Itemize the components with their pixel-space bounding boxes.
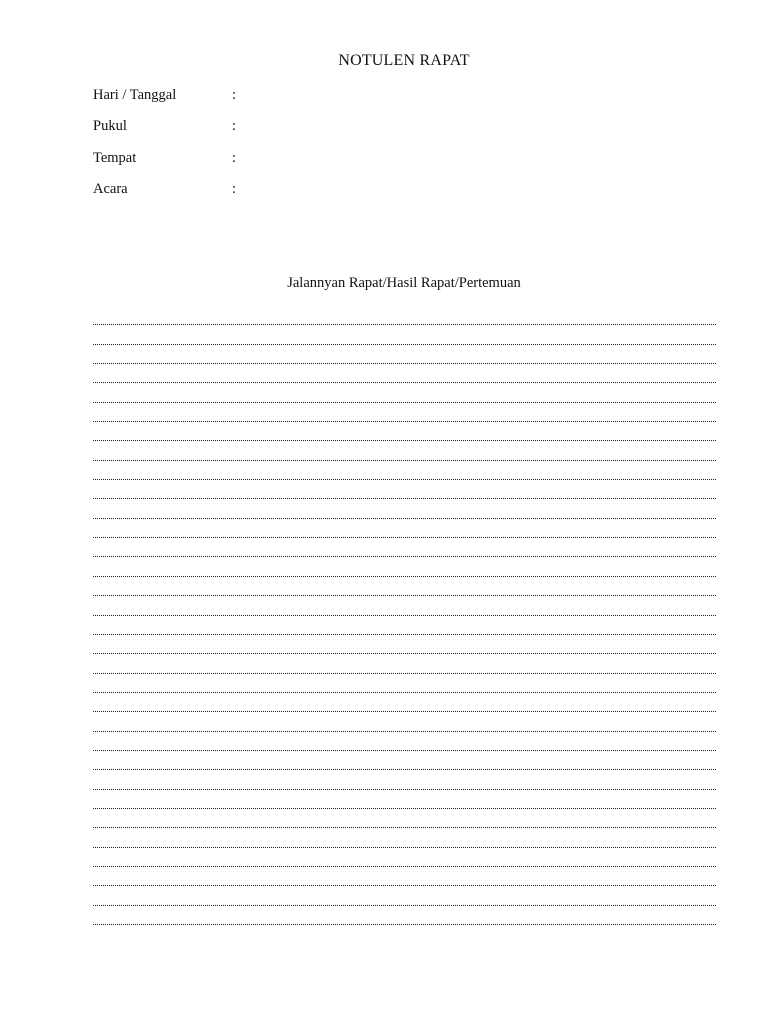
- dotted-line: [93, 886, 716, 905]
- dotted-line: [93, 422, 716, 441]
- dotted-line: [93, 519, 716, 538]
- dotted-line: [93, 654, 716, 673]
- dotted-line: [93, 616, 716, 635]
- notes-lines: [93, 306, 716, 925]
- dotted-line: [93, 790, 716, 809]
- field-separator: :: [232, 118, 237, 135]
- page-title: NOTULEN RAPAT: [338, 52, 470, 69]
- dotted-line: [93, 770, 716, 789]
- field-label: Hari / Tanggal: [93, 87, 177, 103]
- dotted-line: [93, 635, 716, 654]
- dotted-line: [93, 364, 716, 383]
- dotted-line: [93, 674, 716, 693]
- dotted-line: [93, 306, 716, 325]
- section-title: Jalannyan Rapat/Hasil Rapat/Pertemuan: [287, 275, 521, 291]
- field-label: Tempat: [93, 149, 137, 166]
- field-separator: :: [232, 149, 237, 166]
- field-label: Pukul: [93, 118, 127, 135]
- field-acara: [93, 180, 693, 211]
- meeting-info: [93, 86, 693, 211]
- field-label: Acara: [93, 180, 128, 197]
- field-tempat: [93, 149, 693, 180]
- dotted-line: [93, 867, 716, 886]
- dotted-line: [93, 441, 716, 460]
- dotted-line: [93, 848, 716, 867]
- dotted-line: [93, 557, 716, 576]
- dotted-line: [93, 732, 716, 751]
- dotted-line: [93, 693, 716, 712]
- dotted-line: [93, 712, 716, 731]
- dotted-line: [93, 809, 716, 828]
- field-separator: :: [232, 180, 237, 197]
- dotted-line: [93, 403, 716, 422]
- field-pukul: [93, 117, 693, 148]
- field-hari-tanggal: [93, 86, 693, 117]
- dotted-line: [93, 751, 716, 770]
- dotted-line: [93, 906, 716, 925]
- dotted-line: [93, 577, 716, 596]
- field-separator: :: [232, 87, 237, 103]
- dotted-line: [93, 596, 716, 615]
- dotted-line: [93, 538, 716, 557]
- dotted-line: [93, 480, 716, 499]
- dotted-line: [93, 499, 716, 518]
- dotted-line: [93, 383, 716, 402]
- dotted-line: [93, 461, 716, 480]
- dotted-line: [93, 828, 716, 847]
- dotted-line: [93, 325, 716, 344]
- dotted-line: [93, 345, 716, 364]
